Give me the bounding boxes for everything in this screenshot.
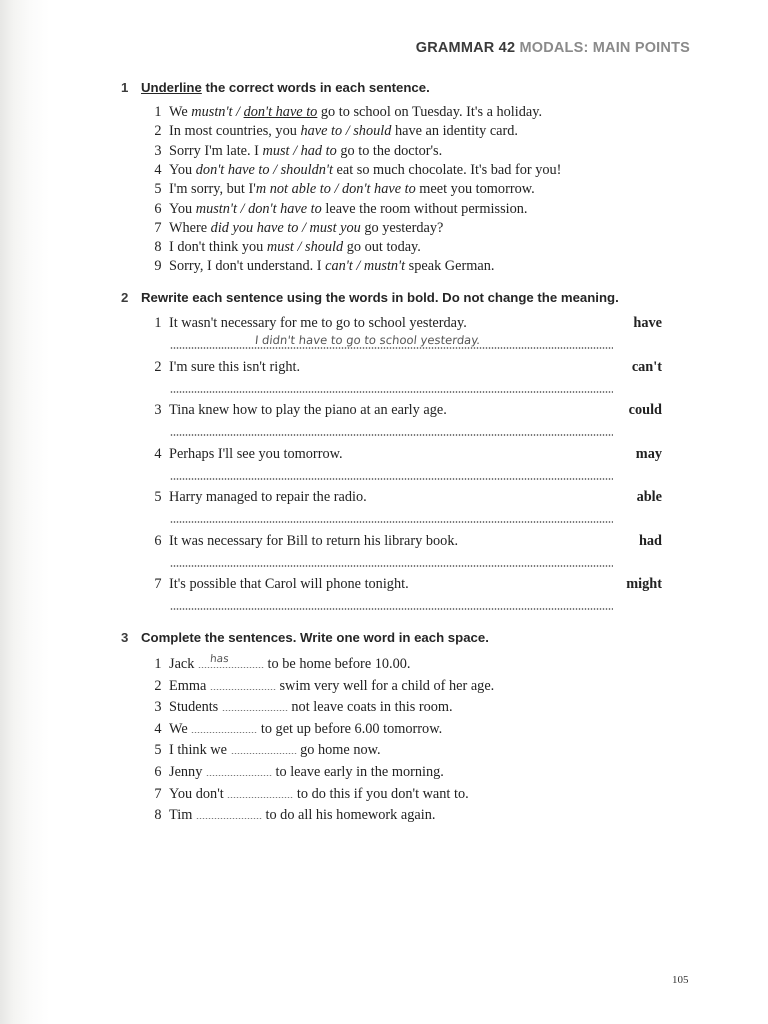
sentence-text[interactable]: must / had to [262,142,337,159]
sentence-end: swim very well for a child of her age. [275,677,495,694]
list-item [147,103,667,122]
answer-gap[interactable] [227,788,293,798]
item-number: 8 [154,239,162,256]
item-keyword: have [633,315,662,331]
list-item [147,257,667,276]
item-keyword: could [628,402,662,418]
section-1-title [121,80,430,95]
item-sentence: It wasn't necessary for me to go to school yesterday. [169,315,467,331]
item-number: 1 [154,656,162,672]
item-number: 2 [154,677,162,694]
sentence-start: Jack [169,656,198,672]
sentence-start: Tim [169,807,196,824]
list-item [147,238,667,257]
sentence-text: leave the room without permission. [321,200,528,217]
sentence-end: to do all his homework again. [261,807,436,824]
list-item [147,161,667,180]
item-number: 7 [154,785,162,802]
list-item [147,762,444,784]
item-number: 5 [154,489,162,505]
page-number: 105 [672,974,689,986]
sentence-start: Emma [169,677,210,694]
list-item [147,122,667,141]
section-1-number: 1 [121,80,129,95]
answer-line[interactable] [170,521,613,523]
sentence-end: to get up before 6.00 tomorrow. [257,720,443,737]
item-number: 8 [154,807,162,824]
exercise-item [147,576,662,593]
list-item [147,219,667,238]
page-header [416,40,690,56]
item-sentence: Harry managed to repair the radio. [169,489,367,505]
answer-line[interactable] [170,333,613,349]
item-number: 3 [154,699,162,716]
list-item [147,719,442,741]
item-number: 4 [154,445,162,462]
sentence-text: go yesterday? [360,219,444,236]
sentence-text: You [169,161,196,178]
answer-gap[interactable] [210,680,276,690]
section-3-number: 3 [121,630,129,645]
answer-line[interactable] [170,391,613,393]
answer-gap[interactable] [196,809,262,819]
item-number: 1 [154,104,162,120]
sentence-text: Sorry, I don't understand. I [169,258,326,275]
underlined-answer[interactable]: don't have to [243,104,318,120]
sentence-start: You don't [169,785,228,802]
sentence-end: to do this if you don't want to. [293,785,469,802]
exercise-item [147,402,662,419]
item-number: 7 [154,576,162,592]
list-item [147,740,381,762]
exercise-item [147,489,662,506]
sentence-text: go out today. [343,239,421,256]
sentence-text[interactable]: / [232,104,244,120]
item-keyword: had [638,532,662,549]
sentence-text[interactable]: m not able to / don't have to [255,181,416,198]
item-number: 2 [154,123,162,140]
section-2-title [121,290,619,305]
item-sentence: It's possible that Carol will phone tonight. [169,576,409,592]
sentence-text[interactable]: must / should [266,239,344,256]
sentence-end: not leave coats in this room. [287,699,453,716]
answer-gap[interactable] [198,653,264,668]
item-number: 9 [154,258,162,275]
item-sentence: It was necessary for Bill to return his library book. [169,532,459,549]
exercise-item [147,533,662,550]
exercise-item [147,446,662,463]
sentence-text: meet you tomorrow. [415,181,535,198]
list-item [147,654,411,676]
list-item [147,784,469,806]
header-unit: GRAMMAR 42 [415,40,516,56]
item-number: 1 [154,315,162,331]
section-3-title-text: Complete the sentences. Write one word in each space. [141,630,489,645]
sentence-start: Students [169,699,222,716]
item-number: 5 [154,742,162,759]
answer-line[interactable] [170,608,613,610]
sentence-start: We [169,720,192,737]
sentence-end: to leave early in the morning. [271,764,444,780]
answer-gap[interactable] [222,701,288,711]
item-sentence: Perhaps I'll see you tomorrow. [169,445,343,462]
list-item [147,697,453,719]
list-item [147,676,494,698]
sentence-text: In most countries, you [169,123,301,140]
exercise-item [147,359,662,376]
handwritten-answer: has [209,653,230,665]
exercise-item [147,315,662,347]
sentence-start: Jenny [169,764,206,780]
item-number: 6 [154,532,162,549]
answer-gap[interactable] [206,766,272,776]
section-3-title [121,630,489,645]
item-keyword: may [635,445,662,462]
sentence-text: We [169,104,192,120]
list-item [147,200,667,219]
list-item [147,180,667,199]
sentence-text: I'm sorry, but I' [169,181,256,198]
answer-gap[interactable] [231,744,297,754]
item-keyword: can't [631,358,662,375]
sentence-text[interactable]: mustn't / don't have to [195,200,322,217]
item-number: 4 [154,720,162,737]
section-1-title-text: the correct words in each sentence. [201,80,430,95]
answer-line[interactable] [170,565,613,567]
item-keyword: able [636,489,662,505]
sentence-end: go home now. [296,742,381,759]
sentence-text[interactable]: did you have to / must you [210,219,361,236]
section-2-number: 2 [121,290,129,305]
list-item [147,805,435,827]
item-number: 7 [154,219,162,236]
list-item [147,142,667,161]
item-number: 5 [154,181,162,198]
sentence-text: I don't think you [169,239,267,256]
sentence-text: Sorry I'm late. I [169,142,263,159]
sentence-start: I think we [169,742,231,759]
item-sentence: I'm sure this isn't right. [169,358,301,375]
sentence-text[interactable]: don't have to / shouldn't [195,161,333,178]
sentence-text: You [169,200,196,217]
header-topic: MODALS: MAIN POINTS [519,40,690,56]
sentence-text: go to school on Tuesday. It's a holiday. [317,104,543,120]
item-sentence: Tina knew how to play the piano at an early age. [169,402,447,418]
item-number: 6 [154,200,162,217]
sentence-text: eat so much chocolate. It's bad for you! [332,161,562,178]
sentence-text: Where [169,219,211,236]
answer-gap[interactable] [191,723,257,733]
handwritten-answer: I didn't have to go to school yesterday. [254,333,481,347]
sentence-text: speak German. [405,258,495,275]
answer-line[interactable] [170,434,613,436]
item-number: 2 [154,358,162,375]
sentence-text: go to the doctor's. [336,142,443,159]
sentence-text[interactable]: mustn't [191,104,233,120]
sentence-text: have an identity card. [391,123,519,140]
item-number: 3 [154,142,162,159]
sentence-end: to be home before 10.00. [263,656,411,672]
section-1-title-underlined: Underline [141,80,202,95]
item-number: 3 [154,402,162,418]
answer-line[interactable] [170,478,613,480]
item-number: 4 [154,161,162,178]
item-keyword: might [626,576,662,592]
sentence-text[interactable]: have to / should [300,123,392,140]
sentence-text[interactable]: can't / mustn't [325,258,406,275]
section-2-title-text: Rewrite each sentence using the words in bold. Do not change the meaning. [141,290,619,305]
item-number: 6 [154,764,162,780]
